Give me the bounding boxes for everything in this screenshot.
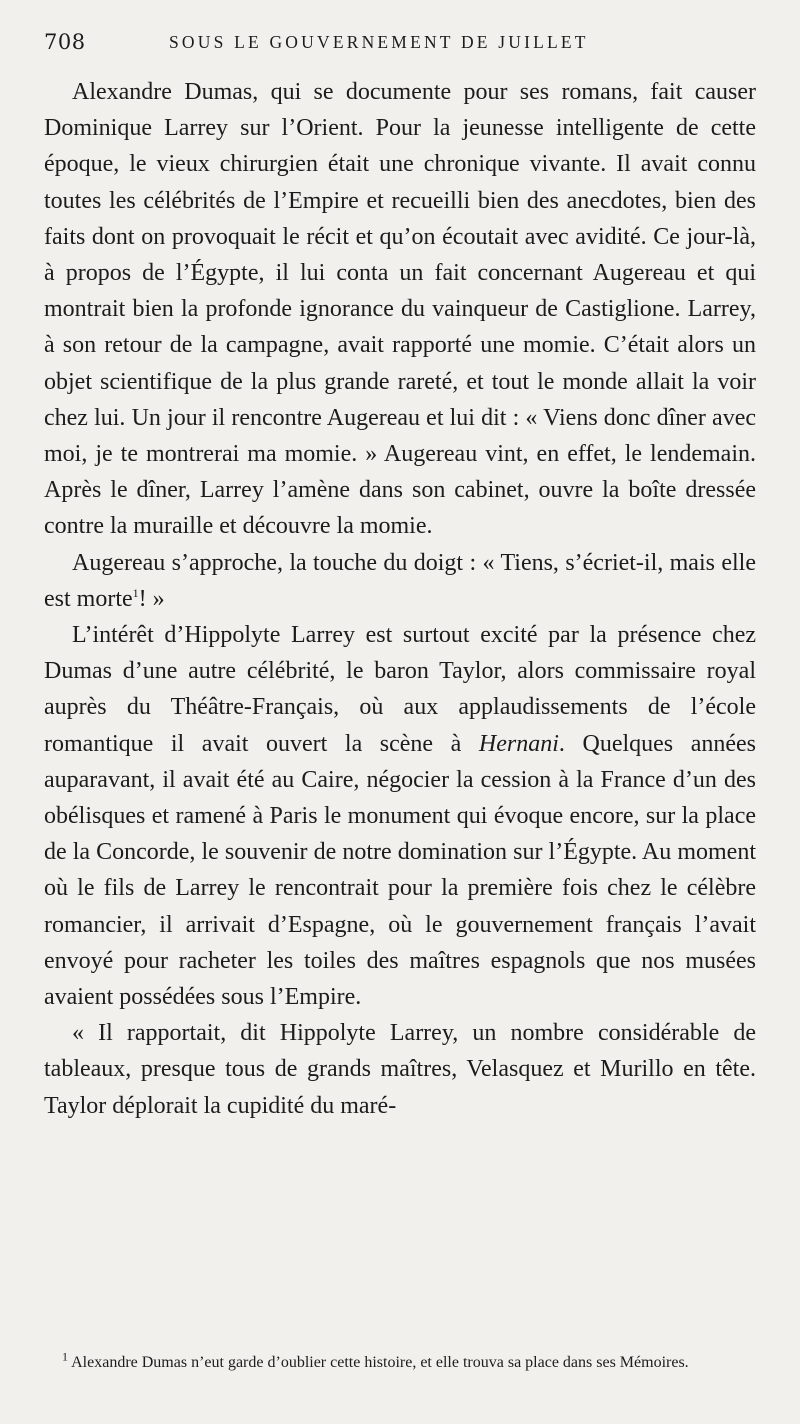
running-title: SOUS LE GOUVERNEMENT DE JUILLET [169,32,589,52]
paragraph-1: Alexandre Dumas, qui se documente pour ses romans, fait causer Dominique Larrey sur l’Orient. Pour la jeunesse intelligente de cette époque, le vieux chirurgien était une chronique vivante. Il avait connu toutes les célébrités de l’Empire et recueilli bien des anecdotes, bien des faits dont on provoquait le récit et qu’on écoutait avec avidité. Ce jour-là, à propos de l’Égypte, il lui conta un fait concernant Augereau et qui montrait bien la profonde ignorance du vainqueur de Castiglione. Larrey, à son retour de la campagne, avait rapporté une momie. C’était alors un objet scientifique de la plus grande rareté, et tout le monde allait la voir chez lui. Un jour il rencontre Augereau et lui dit : « Viens donc dîner avec moi, je te montrerai ma momie. » Augereau vint, en effet, le lendemain. Après le dîner, Larrey l’amène dans son cabinet, ouvre la boîte dressée contre la muraille et découvre la momie. [44,79,756,540]
paragraph-3-text-before: L’intérêt d’Hippolyte Larrey est surtout excité par la présence chez Dumas d’une autre célébrité, le baron Taylor, alors commissaire royal auprès du Théâtre-Français, où aux applaudissements de l’école romantique il avait ouvert la scène à [44,622,756,757]
footnote-text: Alexandre Dumas n’eut garde d’oublier cette histoire, et elle trouva sa place dans ses Mémoires. [68,1354,689,1371]
page-number: 708 [44,30,86,54]
paragraph-4: « Il rapportait, dit Hippolyte Larrey, un nombre considérable de tableaux, presque tous de grands maîtres, Velasquez et Murillo en tête. Taylor déplorait la cupidité du maré- [44,1020,756,1119]
footnote-marker: 1 [62,1349,68,1364]
title-hernani: Hernani [478,730,559,757]
paragraph-3-text-after: . Quelques années auparavant, il avait été au Caire, négocier la cession à la France d’un des obélisques et ramené à Paris le monument qui évoque encore, sur la place de la Concorde, le souvenir de notre domination sur l’Égypte. Au moment où le fils de Larrey le rencontrait pour la première fois chez le célèbre romancier, il arrivait d’Espagne, où le gouvernement français l’avait envoyé pour racheter les toiles des maîtres espagnols que nos musées avaient possédées sous l’Empire. [44,730,757,1011]
paragraph-3 [44,617,756,1015]
footnote [44,1349,756,1374]
paragraph-2-end: ! » [138,585,165,612]
body-text [44,74,756,1124]
paragraph-2-text: Augereau s’approche, la touche du doigt : « Tiens, s’écriet-il, mais elle est morte [44,549,756,612]
page-header [44,30,760,60]
footnote-reference: 1 [132,585,139,600]
paragraph-2 [44,545,756,617]
